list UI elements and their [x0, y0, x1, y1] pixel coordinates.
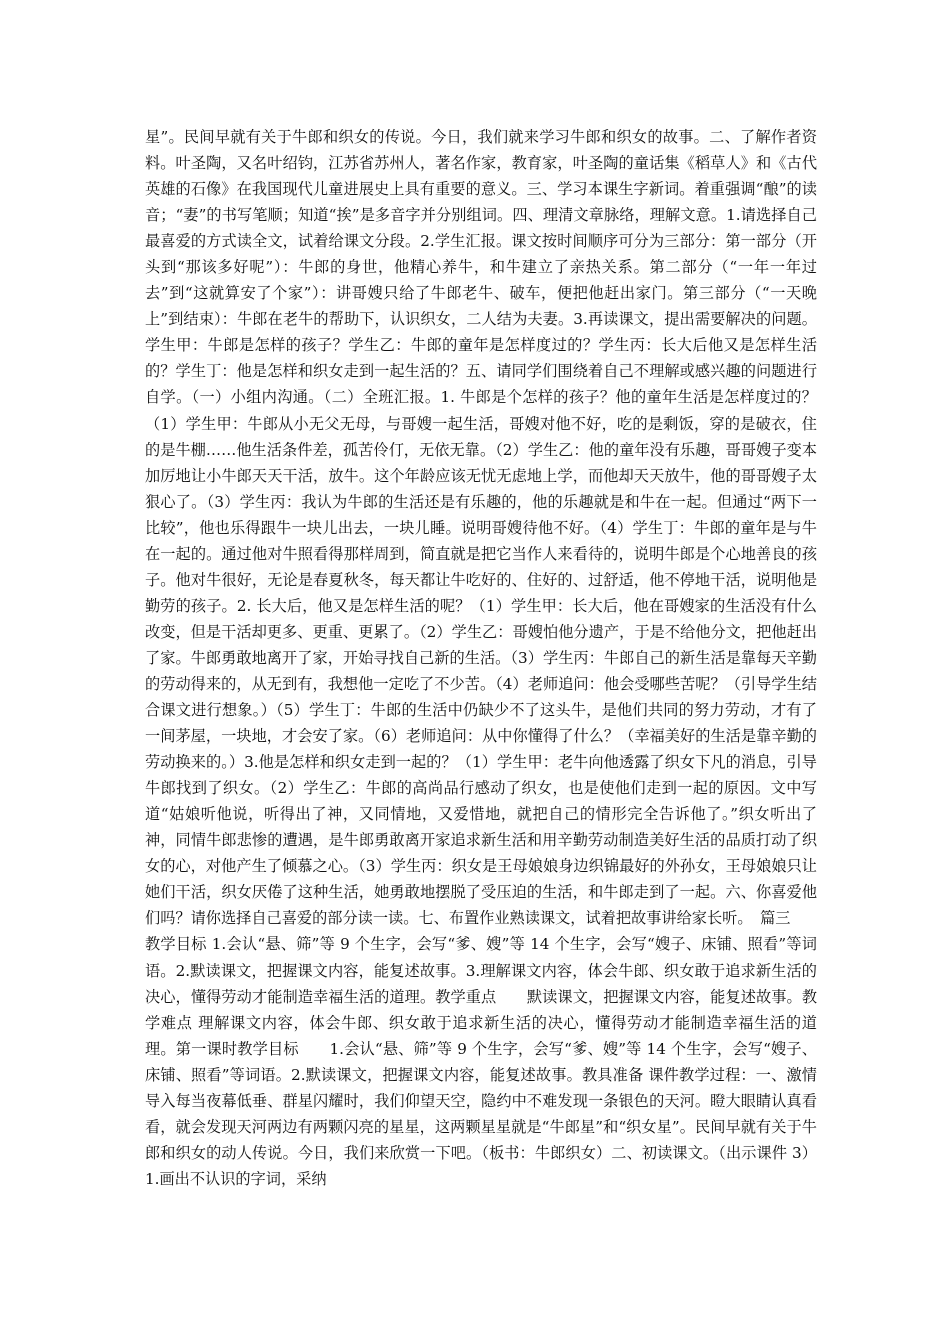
- lesson-text-paragraph-1: 星”。民间早就有关于牛郎和织女的传说。今日，我们就来学习牛郎和织女的故事。二、了解作者资料。叶圣陶，又名叶绍钧，江苏省苏州人，著名作家，教育家，叶圣陶的童话集《稻草人》和《古代英雄的石像》在我国现代儿童进展史上具有重要的意义。三、学习本课生字新词。着重强调“酿”的读音；“妻”的书写笔顺；知道“挨”是多音字并分别组词。四、理清文章脉络，理解文意。1.请选择自己最喜爱的方式读全文，试着给课文分段。2.学生汇报。课文按时间顺序可分为三部分：第一部分（开头到“那该多好呢”）：牛郎的身世，他精心养牛，和牛建立了亲热关系。第二部分（“一年一年过去”到“这就算安了个家”）：讲哥嫂只给了牛郎老牛、破车，便把他赶出家门。第三部分（“一天晚上”到结束）：牛郎在老牛的帮助下，认识织女，二人结为夫妻。3.再读课文，提出需要解决的问题。学生甲：牛郎是怎样的孩子？学生乙：牛郎的童年是怎样度过的？学生丙：长大后他又是怎样生活的？学生丁：他是怎样和织女走到一起生活的？五、请同学们围绕着自己不理解或感兴趣的问题进行自学。（一）小组内沟通。（二）全班汇报。1. 牛郎是个怎样的孩子？他的童年生活是怎样度过的？（1）学生甲：牛郎从小无父无母，与哥嫂一起生活，哥嫂对他不好，吃的是剩饭，穿的是破衣，住的是牛棚……他生活条件差，孤苦伶仃，无依无靠。（2）学生乙：他的童年没有乐趣，哥哥嫂子变本加厉地让小牛郎天天干活，放牛。这个年龄应该无忧无虑地上学，而他却天天放牛，他的哥哥嫂子太狠心了。（3）学生丙：我认为牛郎的生活还是有乐趣的，他的乐趣就是和牛在一起。但通过“两下一比较”，他也乐得跟牛一块儿出去，一块儿睡。说明哥嫂待他不好。（4）学生丁：牛郎的童年是与牛在一起的。通过他对牛照看得那样周到，简直就是把它当作人来看待的，说明牛郎是个心地善良的孩子。他对牛很好，无论是春夏秋冬，每天都让牛吃好的、住好的、过舒适，他不停地干活，说明他是勤劳的孩子。2. 长大后，他又是怎样生活的呢？（1）学生甲：长大后，他在哥嫂家的生活没有什么改变，但是干活却更多、更重、更累了。（2）学生乙：哥嫂怕他分遗产，于是不给他分文，把他赶出了家。牛郎勇敢地离开了家，开始寻找自己新的生活。（3）学生丙：牛郎自己的新生活是靠每天辛勤的劳动得来的，从无到有，我想他一定吃了不少苦。（4）老师追问：他会受哪些苦呢？（引导学生结合课文进行想象。）（5）学生丁：牛郎的生活中仍缺少不了这头牛，是他们共同的努力劳动，才有了一间茅屋，一块地，才会安了家。（6）老师追问：从中你懂得了什么？（幸福美好的生活是靠辛勤的劳动换来的。）3.他是怎样和织女走到一起的？（1）学生甲：老牛向他透露了织女下凡的消息，引导牛郎找到了织女。（2）学生乙：牛郎的高尚品行感动了织女，也是使他们走到一起的原因。文中写道“姑娘听他说，听得出了神，又同情地，又爱惜地，就把自己的情形完全告诉他了。”织女听出了神，同情牛郎悲惨的遭遇，是牛郎勇敢离开家追求新生活和用辛勤劳动制造美好生活的品质打动了织女的心，对他产生了倾慕之心。（3）学生丙：织女是王母娘娘身边织锦最好的外孙女，王母娘娘只让她们干活，织女厌倦了这种生活，她勇敢地摆脱了受压迫的生活，和牛郎走到了一起。六、你喜爱他们吗？请你选择自己喜爱的部分读一读。七、布置作业熟读课文，试着把故事讲给家长听。 篇三: [145, 128, 817, 928]
- lesson-text-paragraph-2: 教学目标 1.会认“悬、筛”等 9 个生字，会写“爹、嫂”等 14 个生字，会写“嫂子、床铺、照看”等词语。2.默读课文，把握课文内容，能复述故事。3.理解课文内容，体会牛郎、织女敢于追求新生活的决心，懂得劳动才能制造幸福生活的道理。教学重点 默读课文，把握课文内容，能复述故事。教学难点 理解课文内容，体会牛郎、织女敢于追求新生活的决心，懂得劳动才能制造幸福生活的道理。第一课时教学目标 1.会认“悬、筛”等 9 个生字，会写“爹、嫂”等 14 个生字，会写“嫂子、床铺、照看”等词语。2.默读课文，把握课文内容，能复述故事。教具准备 课件教学过程：一、激情导入每当夜幕低垂、群星闪耀时，我们仰望天空，隐约中不难发现一条银色的天河。瞪大眼睛认真看看，就会发现天河两边有两颗闪亮的星星，这两颗星星就是“牛郎星”和“织女星”。民间早就有关于牛郎和织女的动人传说。今日，我们来欣赏一下吧。（板书：牛郎织女）二、初读课文。（出示课件 3）1.画出不认识的字词，采纳: [145, 935, 817, 1188]
- document-page: [145, 124, 817, 1192]
